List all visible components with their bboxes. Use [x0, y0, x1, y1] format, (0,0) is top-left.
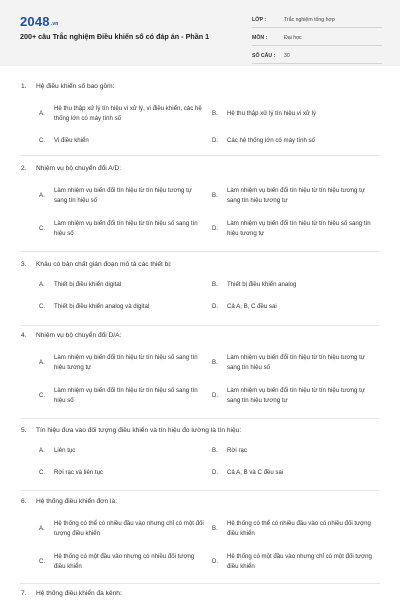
answer-option[interactable] [39, 551, 207, 573]
option-text: Các hệ thống lớn có máy tính số [227, 137, 316, 144]
option-letter: B. [212, 192, 218, 199]
question-text [21, 590, 122, 597]
answer-option[interactable] [212, 135, 382, 147]
answer-option[interactable] [39, 518, 207, 540]
question-text [21, 427, 241, 434]
meta-row-subject [252, 31, 382, 46]
option-text: Hệ thu thập xử lý tín hiệu vi xử lý, vi điều khiển, các hệ thống lớn có máy tính số [54, 105, 202, 122]
option-letter: D. [212, 137, 219, 144]
answer-option[interactable] [212, 445, 382, 457]
option-text: Thiết bị điều khiển analog [227, 281, 297, 288]
option-letter: D. [212, 303, 219, 310]
site-logo[interactable] [20, 14, 59, 29]
answer-option[interactable] [39, 445, 207, 457]
answer-option[interactable] [212, 185, 382, 207]
option-text: Thiết bị điều khiển analog và digital [54, 303, 150, 310]
option-letter: C. [39, 303, 46, 310]
question-text [21, 332, 121, 339]
option-letter: A. [39, 281, 45, 288]
question-number: 1. [21, 83, 27, 90]
logo-domain-text: .vn [50, 21, 59, 27]
question-number: 2. [21, 165, 27, 172]
option-letter: D. [212, 558, 219, 565]
option-letter: C. [39, 137, 46, 144]
meta-row-count [252, 49, 382, 64]
option-text: Vi điều khiển [54, 137, 89, 144]
meta-label: SỐ CÂU : [252, 53, 276, 59]
logo-main-text: 2048 [20, 14, 50, 29]
option-letter: D. [212, 469, 219, 476]
question-prompt: Nhiệm vụ bộ chuyển đổi A/D: [36, 165, 122, 172]
option-text: Làm nhiệm vụ biến đổi tín hiệu từ tín hiệu số sang tín hiệu số [54, 220, 198, 237]
option-text: Rời rạc [227, 447, 247, 454]
option-letter: A. [39, 525, 45, 532]
option-text: Rời rạc và liên tục [54, 469, 104, 476]
question-number: 6. [21, 498, 27, 505]
answer-option[interactable] [39, 218, 207, 240]
question-prompt: Nhiệm vụ bộ chuyển đổi D/A: [36, 332, 122, 339]
meta-row-class [252, 13, 382, 28]
answer-option[interactable] [212, 218, 382, 240]
answer-option[interactable] [212, 518, 382, 540]
meta-value: Đại học [284, 35, 302, 41]
option-letter: D. [212, 392, 219, 399]
option-letter: B. [212, 525, 218, 532]
meta-value: Trắc nghiệm tổng hợp [284, 17, 335, 23]
option-letter: D. [212, 225, 219, 232]
question-prompt: Hệ thống điều khiển đa kênh: [36, 590, 122, 597]
option-letter: B. [212, 281, 218, 288]
answer-option[interactable] [39, 301, 207, 313]
answer-option[interactable] [39, 385, 207, 407]
option-letter: B. [212, 447, 218, 454]
answer-option[interactable] [212, 385, 382, 407]
answer-option[interactable] [212, 279, 382, 291]
option-text: Làm nhiệm vụ biến đổi tín hiệu từ tín hiệu tương tự sang tín hiệu tương tự [227, 187, 365, 204]
question-text [21, 165, 121, 172]
option-text: Hệ thu thập xử lý tín hiệu vi xử lý [227, 110, 317, 117]
option-text: Làm nhiệm vụ biến đổi tín hiệu từ tín hiệu số sang tín hiệu tương tự [227, 220, 371, 237]
answer-option[interactable] [39, 467, 207, 479]
option-letter: B. [212, 110, 218, 117]
question-divider [20, 251, 380, 252]
option-text: Làm nhiệm vụ biến đổi tín hiệu từ tín hiệu tương tự sang tín hiệu tương tự [227, 387, 365, 404]
answer-option[interactable] [39, 279, 207, 291]
question-prompt: Hệ thống điều khiển đơn là: [36, 498, 117, 505]
option-letter: C. [39, 558, 46, 565]
question-divider [20, 155, 380, 156]
question-divider [20, 418, 380, 419]
option-letter: C. [39, 469, 46, 476]
option-text: Cả A, B và C đều sai [227, 469, 284, 476]
meta-label: MÔN : [252, 35, 268, 41]
option-letter: A. [39, 359, 45, 366]
answer-option[interactable] [212, 352, 382, 374]
answer-option[interactable] [39, 135, 207, 147]
document-meta [252, 13, 382, 67]
question-divider [20, 325, 380, 326]
option-letter: B. [212, 359, 218, 366]
question-text [21, 498, 117, 505]
answer-option[interactable] [212, 301, 382, 313]
option-text: Thiết bị điều khiển digital [54, 281, 122, 288]
option-text: Hệ thống có một đầu vào nhưng chỉ có một đối tượng điều khiển [227, 553, 372, 570]
document-title: 200+ câu Trắc nghiệm Điều khiển số có đáp án - Phần 1 [20, 32, 210, 41]
option-text: Làm nhiệm vụ biến đổi tín hiệu từ tín hiệu tương tự sang tín hiệu số [54, 187, 192, 204]
option-letter: C. [39, 392, 46, 399]
option-letter: A. [39, 447, 45, 454]
option-text: Hệ thống có thể có nhiều đầu vào nhưng chỉ có một đối tượng điều khiển [54, 520, 204, 537]
question-number: 4. [21, 332, 27, 339]
option-text: Làm nhiệm vụ biến đổi tín hiệu từ tín hiệu số sang tín hiệu tương tự [54, 354, 198, 371]
meta-value: 30 [284, 53, 290, 59]
option-text: Làm nhiệm vụ biến đổi tín hiệu từ tín hiệu số sang tín hiệu số [54, 387, 198, 404]
question-prompt: Hệ điều khiển số bao gồm: [36, 83, 115, 90]
option-text: Cả A, B, C đều sai [227, 303, 277, 310]
option-letter: A. [39, 192, 45, 199]
question-number: 7. [21, 590, 27, 597]
answer-option[interactable] [212, 551, 382, 573]
option-text: Liên tục [54, 447, 76, 454]
question-prompt: Khâu có bản chất gián đoạn mô tả các thiết bị: [36, 261, 172, 268]
question-divider [20, 583, 380, 584]
question-text [21, 261, 172, 268]
answer-option[interactable] [39, 352, 207, 374]
answer-option[interactable] [212, 103, 382, 125]
option-text: Hệ thống có một đầu vào nhưng có nhiều đối tượng điều khiển [54, 553, 195, 570]
question-divider [20, 490, 380, 491]
option-text: Hệ thống có thể có nhiều đầu vào có nhiều đối tượng điều khiển [227, 520, 371, 537]
option-letter: A. [39, 110, 45, 117]
meta-label: LỚP : [252, 17, 267, 23]
question-text [21, 83, 114, 90]
question-prompt: Tín hiệu đưa vào đối tượng điều khiển và tín hiệu đo lường là tín hiệu: [36, 427, 242, 434]
option-text: Làm nhiệm vụ biến đổi tín hiệu từ tín hiệu tương tự sang tín hiệu số [227, 354, 365, 371]
option-letter: C. [39, 225, 46, 232]
document-header [0, 0, 400, 66]
answer-option[interactable] [212, 467, 382, 479]
question-number: 5. [21, 427, 27, 434]
answer-option[interactable] [39, 185, 207, 207]
answer-option[interactable] [39, 103, 207, 125]
question-number: 3. [21, 261, 27, 268]
